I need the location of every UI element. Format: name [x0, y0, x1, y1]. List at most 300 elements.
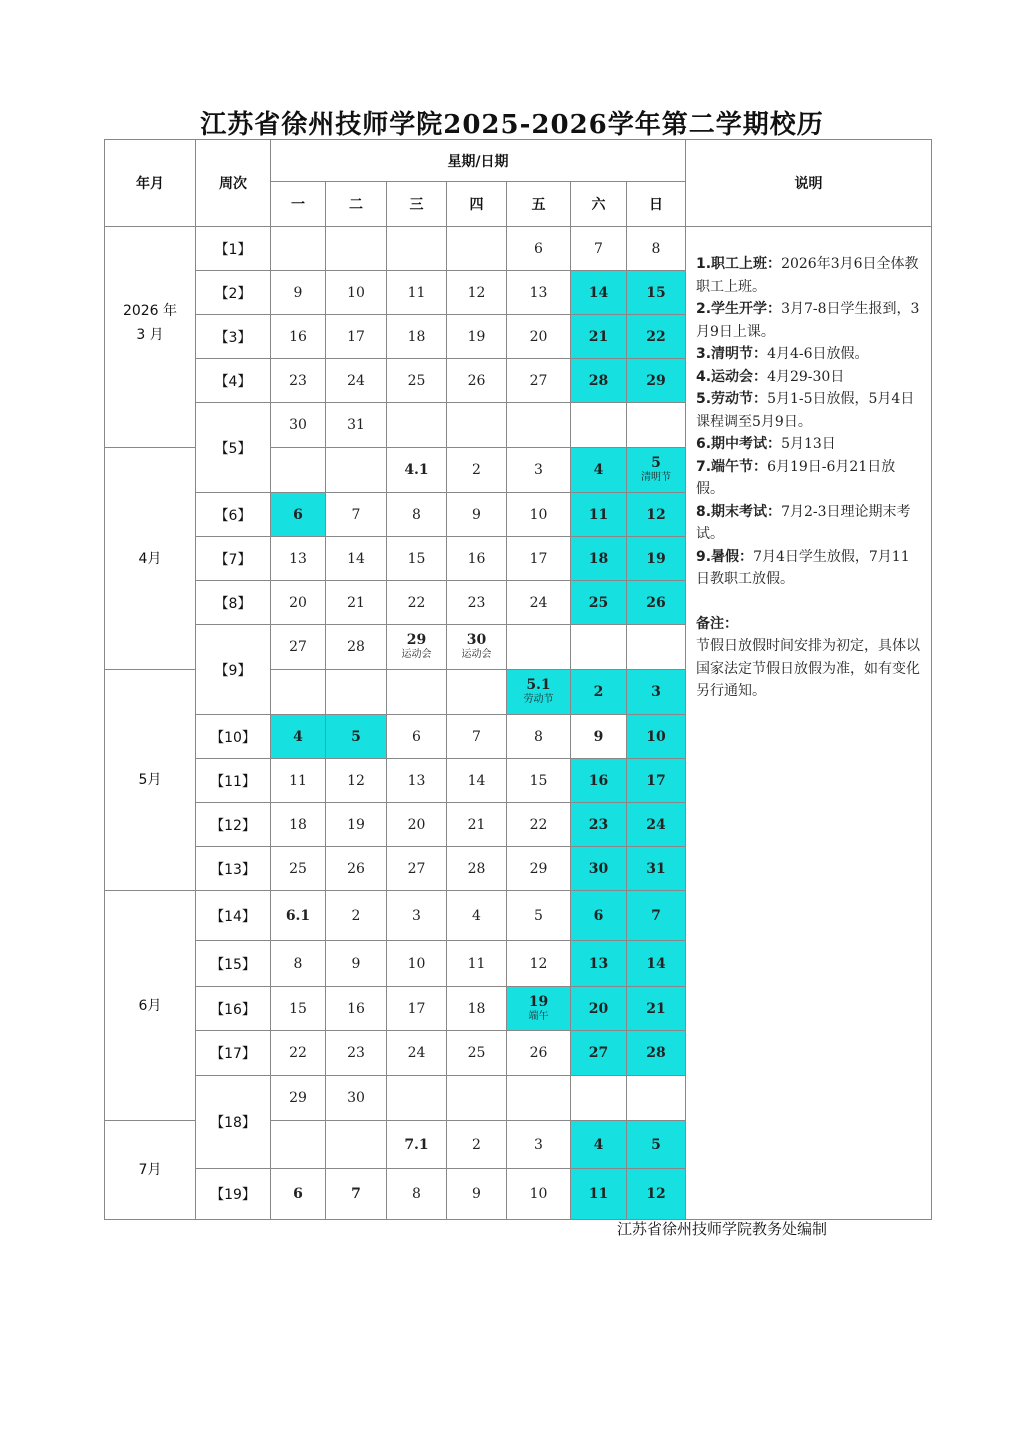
date-value: 17: [407, 1000, 426, 1017]
date-cell: [507, 227, 571, 271]
date-value: 19: [347, 816, 365, 833]
date-value: 9: [293, 284, 303, 301]
date-cell: [507, 315, 571, 359]
date-cell: [447, 271, 507, 315]
note-value: 2026年3月6日全体教职工上班。: [696, 256, 919, 295]
date-cell: [571, 271, 627, 315]
date-cell: [447, 847, 507, 891]
date-value: 8: [412, 1186, 421, 1202]
date-cell: [387, 359, 447, 403]
date-value: 28: [646, 1045, 666, 1061]
note-item: [696, 501, 921, 546]
date-value: 9: [472, 506, 481, 523]
date-cell: [326, 987, 387, 1031]
date-value: 9: [351, 955, 361, 972]
date-cell: [326, 847, 387, 891]
date-value: 6: [293, 1186, 303, 1202]
date-cell: [271, 987, 326, 1031]
date-cell: [326, 670, 387, 715]
date-value: 5: [651, 455, 661, 471]
note-key: 2.学生开学：: [696, 301, 782, 317]
month-cell: 2026 年 3 月: [105, 227, 196, 448]
week-cell: 【4】: [196, 359, 271, 403]
date-cell: [326, 803, 387, 847]
date-value: 30: [466, 632, 487, 648]
date-value: 31: [347, 417, 365, 433]
header-notes: 说明: [686, 140, 932, 227]
week-cell: 【1】: [196, 227, 271, 271]
date-value: 27: [289, 639, 307, 655]
date-value: 13: [407, 772, 426, 789]
date-cell: [271, 715, 326, 759]
note-item: [696, 366, 921, 389]
date-cell: [571, 759, 627, 803]
date-cell: [571, 403, 627, 448]
date-cell: [271, 448, 326, 493]
date-value: 21: [646, 1000, 666, 1017]
date-cell: [271, 271, 326, 315]
date-cell: [387, 941, 447, 987]
date-cell: [571, 625, 627, 670]
date-cell: [387, 1031, 447, 1076]
date-cell: [326, 1121, 387, 1169]
date-value: 5: [651, 1136, 661, 1153]
date-value: 19: [646, 550, 666, 567]
holiday-label: 端午: [528, 1010, 549, 1022]
date-cell: [447, 803, 507, 847]
date-value: 20: [529, 328, 548, 345]
date-value: 26: [467, 372, 486, 389]
holiday-label: 清明节: [641, 472, 671, 483]
date-cell: [447, 1121, 507, 1169]
date-cell: [627, 537, 686, 581]
date-value: 16: [347, 1000, 365, 1017]
remark-text: 节假日放假时间安排为初定，具体以国家法定节假日放假为准，如有变化另行通知。: [696, 638, 920, 699]
date-cell: [627, 941, 686, 987]
date-cell: [387, 1076, 447, 1121]
date-value: 18: [407, 328, 426, 345]
date-cell: [387, 759, 447, 803]
date-value: 6: [412, 728, 421, 745]
date-value: 9: [593, 728, 604, 745]
date-value: 22: [646, 328, 666, 345]
date-cell: [627, 715, 686, 759]
date-cell: [507, 1121, 571, 1169]
month-cell: 4月: [105, 448, 196, 670]
date-cell: [326, 941, 387, 987]
date-cell: [271, 403, 326, 448]
date-cell: [271, 625, 326, 670]
date-cell: [271, 1169, 326, 1220]
date-value: 15: [289, 1000, 307, 1017]
date-value: 16: [467, 550, 486, 567]
date-value: 13: [588, 955, 609, 972]
date-value: 3: [412, 907, 421, 924]
month-cell: 5月: [105, 670, 196, 891]
date-value: 12: [646, 506, 666, 523]
date-cell: [571, 803, 627, 847]
date-value: 14: [588, 284, 609, 301]
date-cell: [387, 403, 447, 448]
footer-credit: 江苏省徐州技师学院教务处编制: [617, 1220, 828, 1238]
date-cell: [387, 891, 447, 941]
header-weekday-date: 星期/日期: [271, 140, 686, 182]
note-key: 6.期中考试：: [696, 436, 782, 452]
date-cell: [271, 1031, 326, 1076]
note-item: [696, 546, 921, 591]
date-value: 7: [594, 240, 603, 257]
date-value: 23: [467, 594, 486, 611]
date-value: 15: [529, 772, 548, 789]
date-value: 24: [646, 816, 666, 833]
date-value: 18: [467, 1000, 486, 1017]
date-value: 7.1: [404, 1136, 429, 1153]
date-value: 28: [467, 860, 486, 877]
date-cell: [507, 670, 571, 715]
note-key: 4.运动会：: [696, 368, 768, 385]
week-cell: 【5】: [196, 403, 271, 493]
date-cell: [387, 847, 447, 891]
date-cell: [326, 625, 387, 670]
notes-panel: [686, 227, 932, 1220]
date-value: 29: [406, 632, 427, 648]
holiday-label: 劳动节: [523, 694, 554, 705]
date-value: 28: [347, 639, 365, 655]
date-cell: [507, 271, 571, 315]
date-cell: [627, 987, 686, 1031]
date-cell: [447, 891, 507, 941]
date-cell: [507, 1169, 571, 1220]
date-value: 5: [534, 907, 543, 924]
note-key: 8.期末考试：: [696, 503, 782, 520]
date-value: 12: [347, 772, 365, 789]
date-cell: [571, 941, 627, 987]
date-value: 2: [593, 684, 604, 700]
date-cell: [326, 891, 387, 941]
date-value: 16: [289, 328, 307, 345]
date-cell: [507, 359, 571, 403]
note-value: 7月2-3日理论期末考试。: [696, 503, 911, 542]
week-cell: 【19】: [196, 1169, 271, 1220]
date-cell: [447, 537, 507, 581]
date-cell: [271, 493, 326, 537]
date-cell: [387, 1121, 447, 1169]
date-value: 8: [412, 506, 421, 523]
date-cell: [627, 581, 686, 625]
date-cell: [507, 847, 571, 891]
date-value: 12: [467, 284, 486, 301]
date-cell: [627, 315, 686, 359]
date-value: 28: [588, 372, 609, 389]
week-cell: 【14】: [196, 891, 271, 941]
date-value: 14: [347, 550, 365, 567]
date-value: 8: [293, 955, 303, 972]
week-cell: 【6】: [196, 493, 271, 537]
date-cell: [387, 715, 447, 759]
date-value: 4: [472, 907, 481, 924]
date-value: 29: [529, 860, 548, 877]
date-value: 25: [588, 594, 609, 611]
date-cell: [571, 581, 627, 625]
date-value: 19: [528, 993, 549, 1010]
date-cell: [326, 271, 387, 315]
date-cell: [627, 670, 686, 715]
date-cell: [447, 493, 507, 537]
header-month: 年月: [105, 140, 196, 227]
calendar-row: [105, 227, 932, 271]
date-value: 21: [588, 328, 609, 345]
date-cell: [507, 403, 571, 448]
note-item: [696, 433, 921, 456]
header-week: 周次: [196, 140, 271, 227]
date-cell: [507, 448, 571, 493]
date-value: 14: [467, 772, 486, 789]
date-value: 11: [467, 955, 486, 972]
date-cell: [387, 1169, 447, 1220]
date-value: 11: [588, 1186, 609, 1202]
date-value: 2: [472, 462, 481, 478]
date-value: 12: [529, 955, 548, 972]
date-value: 13: [289, 550, 307, 567]
week-cell: 【3】: [196, 315, 271, 359]
date-value: 21: [347, 594, 365, 611]
date-value: 4.1: [404, 462, 429, 478]
date-cell: [447, 670, 507, 715]
date-cell: [326, 315, 387, 359]
date-value: 4: [593, 1136, 604, 1153]
note-value: 3月7-8日学生报到，3月9日上课。: [696, 301, 920, 340]
date-cell: [627, 891, 686, 941]
date-cell: [571, 1076, 627, 1121]
date-value: 24: [347, 372, 365, 389]
note-key: 3.清明节：: [696, 346, 768, 362]
date-cell: [627, 847, 686, 891]
date-cell: [387, 227, 447, 271]
week-cell: 【8】: [196, 581, 271, 625]
date-cell: [627, 227, 686, 271]
date-value: 10: [646, 728, 666, 745]
date-value: 23: [588, 816, 609, 833]
note-key: 1.职工上班：: [696, 256, 782, 272]
date-value: 3: [534, 462, 543, 478]
date-cell: [447, 1076, 507, 1121]
date-value: 31: [646, 860, 666, 877]
note-item: [696, 253, 921, 298]
note-item: [696, 343, 921, 366]
header-day: 二: [326, 182, 387, 227]
date-cell: [507, 803, 571, 847]
note-item: [696, 388, 921, 433]
date-cell: [271, 227, 326, 271]
date-cell: [507, 941, 571, 987]
date-value: 21: [467, 816, 486, 833]
date-value: 29: [646, 372, 666, 389]
date-cell: [326, 448, 387, 493]
week-cell: 【12】: [196, 803, 271, 847]
calendar-body: [105, 227, 932, 1220]
note-key: 9.暑假：: [696, 548, 754, 565]
note-value: 6月19日-6月21日放假。: [696, 458, 896, 497]
date-value: 11: [588, 506, 609, 523]
date-value: 10: [529, 506, 548, 523]
date-cell: [447, 315, 507, 359]
date-cell: [271, 847, 326, 891]
date-cell: [627, 359, 686, 403]
date-cell: [447, 625, 507, 670]
date-value: 30: [289, 417, 307, 433]
note-value: 5月1-5日放假，5月4日课程调至5月9日。: [696, 391, 915, 430]
date-cell: [271, 581, 326, 625]
date-value: 2: [351, 907, 361, 924]
date-value: 7: [351, 506, 361, 523]
week-cell: 【16】: [196, 987, 271, 1031]
date-value: 22: [529, 816, 548, 833]
week-cell: 【9】: [196, 625, 271, 715]
date-cell: [387, 537, 447, 581]
date-cell: [447, 227, 507, 271]
date-cell: [571, 670, 627, 715]
date-value: 14: [646, 955, 666, 972]
date-value: 26: [347, 860, 365, 877]
date-cell: [271, 941, 326, 987]
date-cell: [507, 1076, 571, 1121]
date-value: 6: [293, 506, 303, 523]
date-cell: [387, 581, 447, 625]
date-cell: [627, 1121, 686, 1169]
date-cell: [571, 715, 627, 759]
date-cell: [326, 1076, 387, 1121]
date-value: 15: [646, 284, 666, 301]
date-cell: [271, 891, 326, 941]
date-value: 24: [529, 594, 548, 611]
date-cell: [271, 759, 326, 803]
date-cell: [271, 1121, 326, 1169]
date-cell: [627, 493, 686, 537]
date-cell: [571, 1121, 627, 1169]
date-cell: [326, 493, 387, 537]
holiday-label: 运动会: [401, 649, 432, 660]
date-cell: [271, 670, 326, 715]
date-value: 24: [407, 1045, 426, 1061]
date-cell: [447, 941, 507, 987]
date-value: 25: [289, 860, 307, 877]
holiday-label: 运动会: [461, 649, 492, 660]
date-cell: [447, 1031, 507, 1076]
date-value: 30: [588, 860, 609, 877]
date-cell: [507, 987, 571, 1031]
date-cell: [447, 448, 507, 493]
date-value: 9: [472, 1186, 481, 1202]
date-cell: [447, 759, 507, 803]
header-day: 一: [271, 182, 326, 227]
date-cell: [507, 625, 571, 670]
date-value: 25: [467, 1045, 486, 1061]
date-value: 3: [534, 1136, 543, 1153]
date-value: 27: [407, 860, 426, 877]
date-value: 8: [651, 240, 661, 257]
date-cell: [447, 715, 507, 759]
date-value: 23: [289, 372, 307, 389]
date-cell: [271, 537, 326, 581]
date-value: 19: [467, 328, 486, 345]
date-cell: [326, 1169, 387, 1220]
week-cell: 【15】: [196, 941, 271, 987]
week-cell: 【13】: [196, 847, 271, 891]
date-value: 6.1: [285, 907, 311, 924]
date-value: 10: [347, 284, 365, 301]
date-cell: [387, 670, 447, 715]
date-value: 13: [529, 284, 548, 301]
date-cell: [507, 581, 571, 625]
month-cell: 7月: [105, 1121, 196, 1220]
date-value: 20: [588, 1000, 609, 1017]
date-value: 16: [588, 772, 609, 789]
date-value: 20: [407, 816, 426, 833]
date-cell: [627, 448, 686, 493]
date-cell: [507, 891, 571, 941]
date-cell: [447, 1169, 507, 1220]
note-key: 5.劳动节：: [696, 391, 768, 407]
date-cell: [387, 625, 447, 670]
date-cell: [387, 315, 447, 359]
date-value: 27: [529, 372, 548, 389]
date-value: 27: [588, 1045, 609, 1061]
date-value: 6: [593, 907, 604, 924]
date-cell: [326, 403, 387, 448]
date-cell: [571, 359, 627, 403]
date-cell: [326, 1031, 387, 1076]
header-day: 三: [387, 182, 447, 227]
date-cell: [387, 493, 447, 537]
date-cell: [326, 359, 387, 403]
date-cell: [447, 581, 507, 625]
date-cell: [571, 891, 627, 941]
date-value: 7: [351, 1186, 361, 1202]
date-value: 23: [347, 1045, 365, 1061]
date-value: 11: [289, 772, 307, 789]
date-cell: [627, 1169, 686, 1220]
date-cell: [507, 493, 571, 537]
note-value: 4月4-6日放假。: [767, 346, 869, 362]
date-cell: [571, 1031, 627, 1076]
date-value: 8: [534, 728, 543, 745]
date-value: 7: [472, 728, 481, 745]
header-day: 六: [571, 182, 627, 227]
date-cell: [627, 271, 686, 315]
week-cell: 【17】: [196, 1031, 271, 1076]
date-cell: [627, 625, 686, 670]
date-value: 20: [289, 594, 307, 611]
month-cell: 6月: [105, 891, 196, 1121]
date-cell: [326, 537, 387, 581]
date-cell: [507, 715, 571, 759]
date-value: 5.1: [526, 677, 551, 693]
date-cell: [571, 493, 627, 537]
date-value: 29: [289, 1090, 307, 1106]
date-cell: [571, 227, 627, 271]
week-cell: 【2】: [196, 271, 271, 315]
date-value: 15: [407, 550, 426, 567]
page-title: 江苏省徐州技师学院2025-2026学年第二学期校历: [200, 110, 824, 140]
header-day: 四: [447, 182, 507, 227]
remark-title: 备注：: [696, 615, 738, 632]
date-value: 12: [646, 1186, 666, 1202]
date-value: 17: [347, 328, 365, 345]
date-cell: [447, 987, 507, 1031]
date-cell: [627, 1031, 686, 1076]
date-cell: [387, 803, 447, 847]
date-value: 10: [407, 955, 426, 972]
